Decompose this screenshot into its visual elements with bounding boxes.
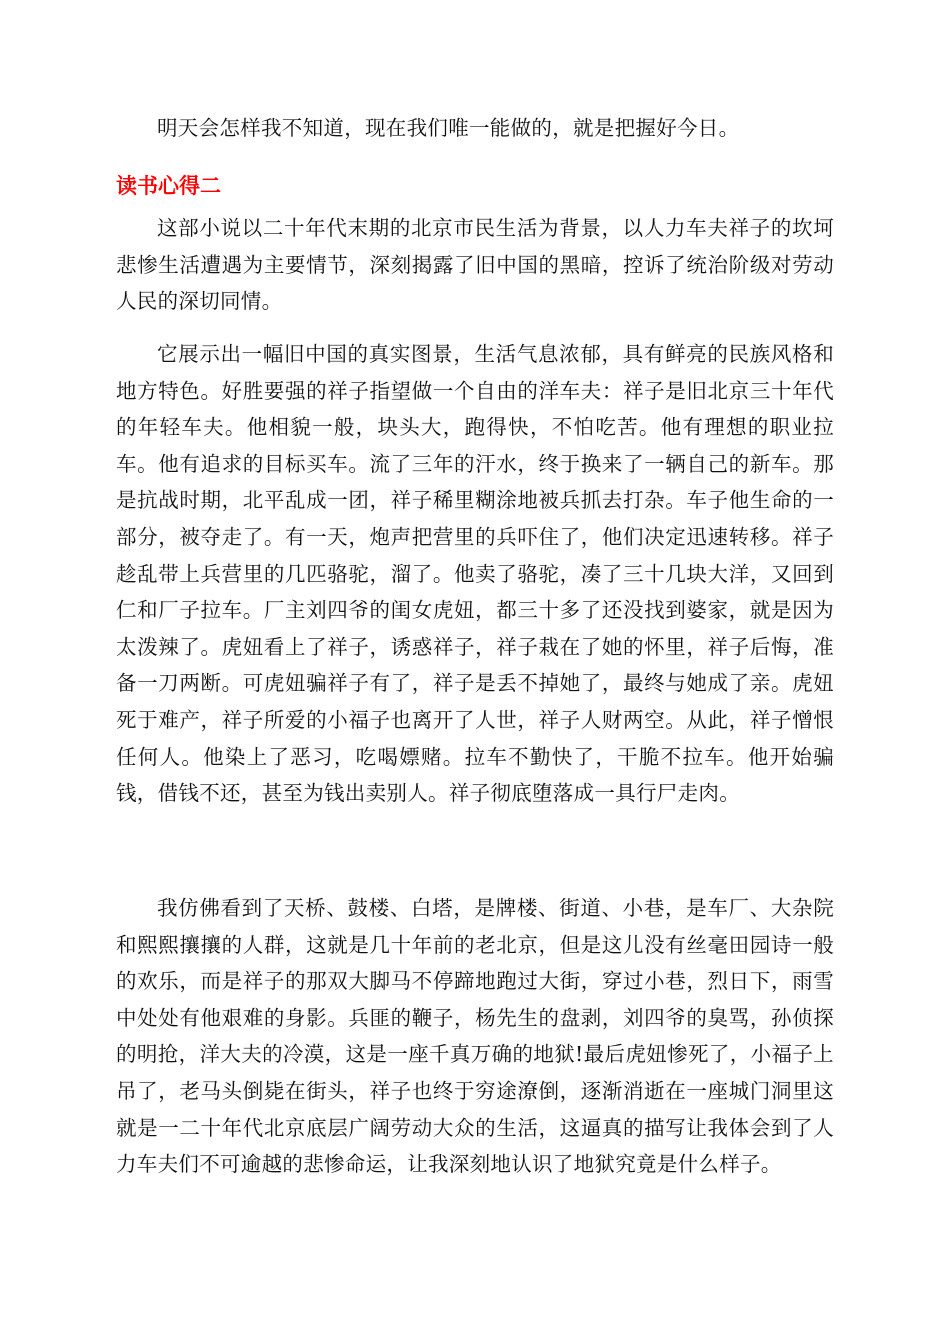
section-heading: 读书心得二 [116,174,221,198]
intro-paragraph: 明天会怎样我不知道，现在我们唯一能做的，就是把握好今日。 [157,116,740,140]
body-paragraph-2: 它展示出一幅旧中国的真实图景，生活气息浓郁，具有鲜亮的民族风格和地方特色。好胜要强的祥子指望做一个自由的洋车夫：祥子是旧北京三十年代的年轻车夫。他相貌一般，块头大，跑得快，不怕吃苦。他有理想的职业拉车。他有追求的目标买车。流了三年的汗水，终于换来了一辆自己的新车。那是抗战时期，北平乱成一团，祥子稀里糊涂地被兵抓去打杂。车子他生命的一部分，被夺走了。有一天，炮声把营里的兵吓住了，他们决定迅速转移。祥子趁乱带上兵营里的几匹骆驼，溜了。他卖了骆驼，凑了三十几块大洋，又回到仁和厂子拉车。厂主刘四爷的闺女虎妞，都三十多了还没找到婆家，就是因为太泼辣了。虎妞看上了祥子，诱惑祥子，祥子栽在了她的怀里，祥子后悔，准备一刀两断。可虎妞骗祥子有了，祥子是丢不掉她了，最终与她成了亲。虎妞死于难产，祥子所爱的小福子也离开了人世，祥子人财两空。从此，祥子憎恨任何人。他染上了恶习，吃喝嫖赌。拉车不勤快了，干脆不拉车。他开始骗钱，借钱不还，甚至为钱出卖别人。祥子彻底堕落成一具行尸走肉。 [116,342,834,806]
body-paragraph-3: 我仿佛看到了天桥、鼓楼、白塔，是牌楼、街道、小巷，是车厂、大杂院和熙熙攘攘的人群，这就是几十年前的老北京，但是这儿没有丝毫田园诗一般的欢乐，而是祥子的那双大脚马不停蹄地跑过大街，穿过小巷，烈日下，雨雪中处处有他艰难的身影。兵匪的鞭子，杨先生的盘剥，刘四爷的臭骂，孙侦探的明抢，洋大夫的冷漠，这是一座千真万确的地狱!最后虎妞惨死了，小福子上吊了，老马头倒毙在街头，祥子也终于穷途潦倒，逐渐消逝在一座城门洞里这就是一二十年代北京底层广阔劳动大众的生活，这逼真的描写让我体会到了人力车夫们不可逾越的悲惨命运，让我深刻地认识了地狱究竟是什么样子。 [116,896,834,1177]
body-paragraph-1: 这部小说以二十年代末期的北京市民生活为背景，以人力车夫祥子的坎坷悲惨生活遭遇为主要情节，深刻揭露了旧中国的黑暗，控诉了统治阶级对劳动人民的深切同情。 [116,216,834,314]
